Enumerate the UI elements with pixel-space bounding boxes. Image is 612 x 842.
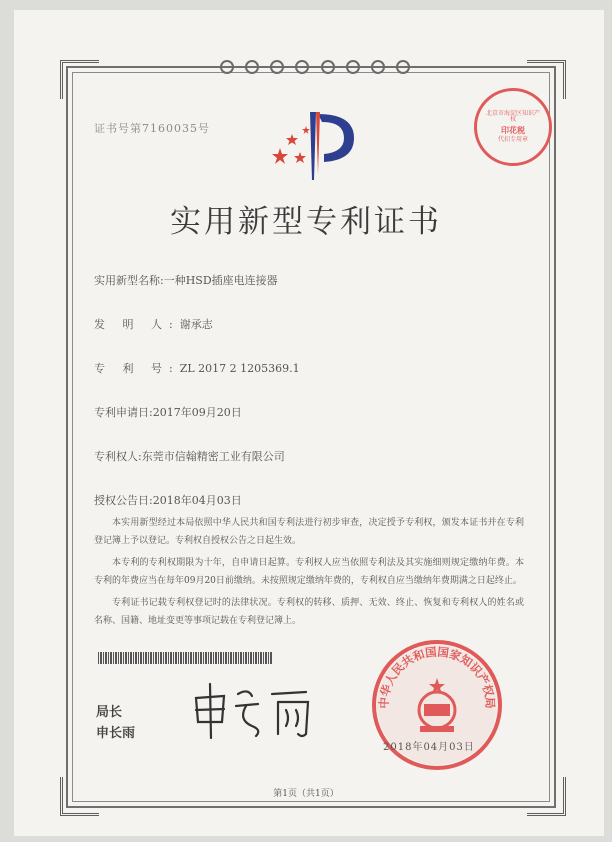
field-label: 专利申请日:: [94, 406, 153, 419]
field-label: 实用新型名称:: [94, 274, 164, 287]
certificate-title: 实用新型专利证书: [170, 204, 442, 240]
field-value: 东莞市信翰精密工业有限公司: [141, 450, 285, 463]
body-paragraph: 专利证书记载专利权登记时的法律状况。专利权的转移、质押、无效、终止、恢复和专利权人的姓名或名称、国籍、地址变更等事项记载在专利登记簿上。: [94, 598, 524, 626]
patent-office-logo-icon: [266, 104, 366, 184]
field-value: 2018年04月03日: [152, 494, 242, 507]
seal-date: 2018年04月03日: [383, 742, 475, 753]
tax-stamp-center-text: 印花税: [501, 124, 525, 135]
field-utility-model-name: [94, 272, 278, 288]
field-grant-date: [94, 492, 242, 508]
tax-stamp-ring-text: 北京市海淀区知识产权: [485, 109, 540, 124]
body-paragraph: 本专利的专利权期限为十年，自申请日起算。专利权人应当依照专利法及其实施细则规定缴纳年费。本专利的年费应当在每年09月20日前缴纳。未按照规定缴纳年费的，专利权自应当缴纳年费期满之日起终止。: [94, 558, 524, 586]
field-value: ZL 2017 2 1205369.1: [179, 362, 300, 375]
field-label: 专利权人:: [94, 450, 142, 463]
field-label: 授权公告日:: [94, 494, 153, 507]
certificate-number: 证书号第7160035号: [94, 122, 210, 135]
field-value: 2017年09月20日: [152, 406, 242, 419]
seal-text: 中华人民共和国国家知识产权局: [376, 644, 498, 709]
director-signature-icon: [186, 676, 326, 746]
certificate-body-text: [94, 514, 524, 634]
body-paragraph: 本实用新型经过本局依照中华人民共和国专利法进行初步审查，决定授予专利权，颁发本证书并在专利登记簿上予以登记。专利权自授权公告之日起生效。: [94, 518, 524, 546]
field-inventor: [94, 316, 213, 332]
director-name: 申长雨: [96, 726, 136, 741]
tax-stamp-seal: [474, 88, 552, 166]
director-title: 局长: [96, 705, 123, 720]
field-label: 发 明 人:: [94, 318, 180, 331]
field-application-date: [94, 404, 242, 420]
barcode: [98, 652, 272, 664]
frame-top-ornament: [220, 60, 410, 74]
frame-corner-ornament: [60, 60, 99, 99]
field-value: 谢承志: [179, 318, 213, 331]
field-patentee: [94, 448, 285, 464]
field-patent-number: [94, 360, 300, 376]
field-label: 专 利 号:: [94, 362, 180, 375]
tax-stamp-bottom-text: 代扣专用章: [497, 135, 528, 143]
field-value: 一种HSD插座电连接器: [163, 274, 278, 287]
page-number: 第1页（共1页）: [273, 789, 339, 799]
